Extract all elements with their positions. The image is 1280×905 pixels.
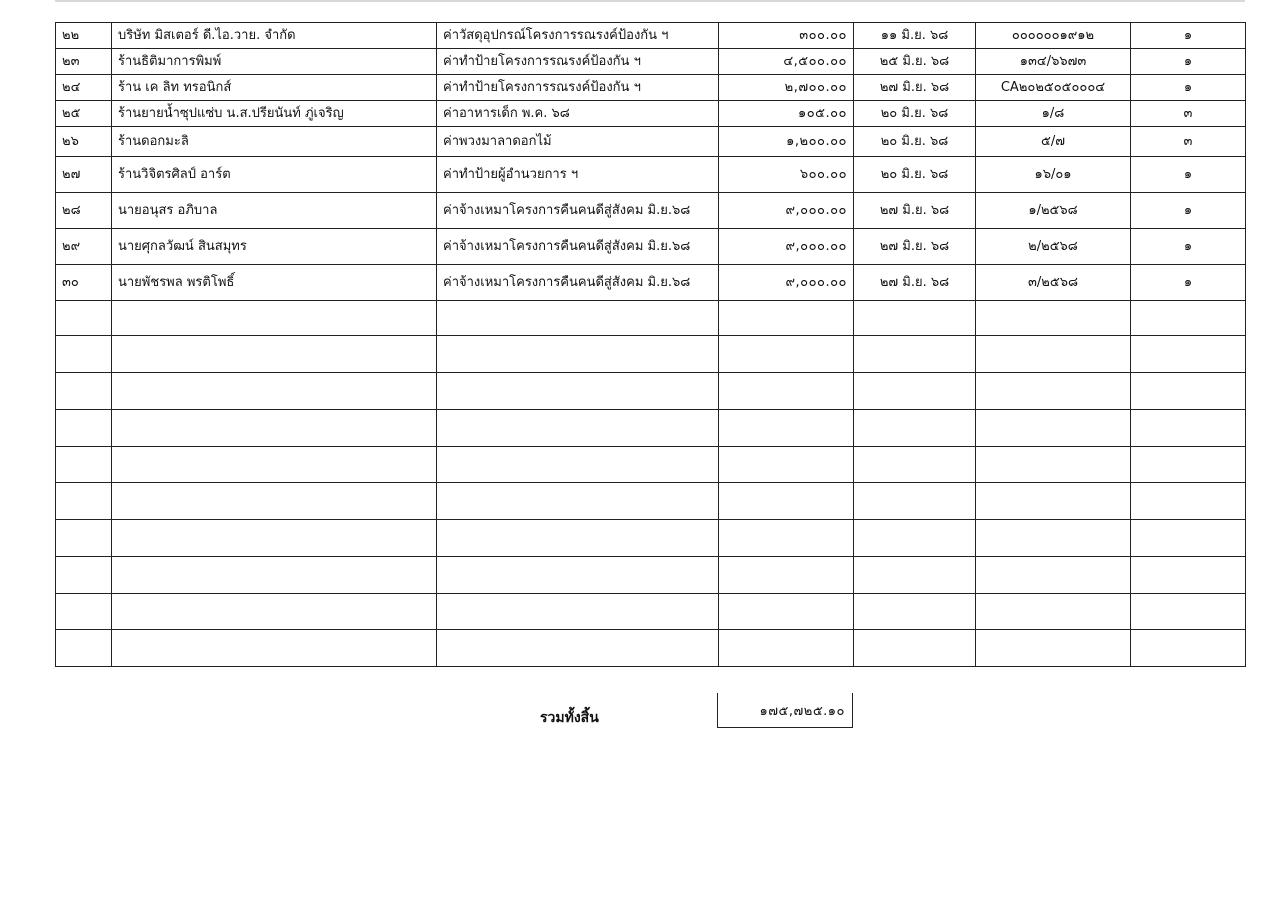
row-number-cell: ๓๐ xyxy=(56,265,112,301)
quantity-cell: ๓ xyxy=(1131,127,1246,157)
empty-expense-item-cell xyxy=(437,557,719,594)
empty-vendor-name-cell xyxy=(112,520,437,557)
table-row xyxy=(56,101,1246,127)
vendor-name-cell: ร้านยายน้ำซุปแซ่บ น.ส.ปรียนันท์ ภู่เจริญ xyxy=(112,101,437,127)
receipt-number-cell: ๕/๗ xyxy=(976,127,1131,157)
expense-item-cell: ค่าทำป้ายโครงการรณรงค์ป้องกัน ฯ xyxy=(437,75,719,101)
receipt-number-cell: ๑๖/๐๑ xyxy=(976,157,1131,193)
date-cell: ๒๗ มิ.ย. ๖๘ xyxy=(854,229,976,265)
quantity-cell: ๑ xyxy=(1131,265,1246,301)
vendor-name-cell: บริษัท มิสเตอร์ ดี.ไอ.วาย. จำกัด xyxy=(112,23,437,49)
empty-quantity-cell xyxy=(1131,594,1246,630)
expense-item-cell: ค่าจ้างเหมาโครงการคืนคนดีสู่สังคม มิ.ย.๖๘ xyxy=(437,265,719,301)
amount-cell: ๙,๐๐๐.๐๐ xyxy=(719,229,854,265)
empty-table-row xyxy=(56,301,1246,336)
empty-quantity-cell xyxy=(1131,447,1246,483)
empty-row-number-cell xyxy=(56,520,112,557)
empty-expense-item-cell xyxy=(437,483,719,520)
empty-vendor-name-cell xyxy=(112,373,437,410)
vendor-name-cell: นายพัชรพล พรติโพธิ์ xyxy=(112,265,437,301)
receipt-number-cell: ๑/๒๕๖๘ xyxy=(976,193,1131,229)
quantity-cell: ๑ xyxy=(1131,23,1246,49)
amount-cell: ๑๐๕.๐๐ xyxy=(719,101,854,127)
empty-receipt-number-cell xyxy=(976,301,1131,336)
expense-item-cell: ค่าจ้างเหมาโครงการคืนคนดีสู่สังคม มิ.ย.๖๘ xyxy=(437,229,719,265)
date-cell: ๒๐ มิ.ย. ๖๘ xyxy=(854,127,976,157)
row-number-cell: ๒๖ xyxy=(56,127,112,157)
receipt-number-cell: ๑/๘ xyxy=(976,101,1131,127)
empty-date-cell xyxy=(854,557,976,594)
empty-date-cell xyxy=(854,594,976,630)
table-row xyxy=(56,157,1246,193)
receipt-number-cell: CA๒๐๒๕๐๕๐๐๐๔ xyxy=(976,75,1131,101)
expense-table xyxy=(55,22,1246,667)
expense-item-cell: ค่าอาหารเด็ก พ.ค. ๖๘ xyxy=(437,101,719,127)
empty-vendor-name-cell xyxy=(112,301,437,336)
row-number-cell: ๒๔ xyxy=(56,75,112,101)
empty-row-number-cell xyxy=(56,557,112,594)
date-cell: ๒๕ มิ.ย. ๖๘ xyxy=(854,49,976,75)
empty-row-number-cell xyxy=(56,630,112,667)
expense-item-cell: ค่าทำป้ายผู้อำนวยการ ฯ xyxy=(437,157,719,193)
row-number-cell: ๒๒ xyxy=(56,23,112,49)
empty-amount-cell xyxy=(719,336,854,373)
empty-date-cell xyxy=(854,630,976,667)
empty-date-cell xyxy=(854,483,976,520)
empty-table-row xyxy=(56,520,1246,557)
empty-date-cell xyxy=(854,373,976,410)
empty-quantity-cell xyxy=(1131,483,1246,520)
empty-vendor-name-cell xyxy=(112,447,437,483)
empty-receipt-number-cell xyxy=(976,557,1131,594)
table-row xyxy=(56,23,1246,49)
vendor-name-cell: ร้านธิติมาการพิมพ์ xyxy=(112,49,437,75)
empty-vendor-name-cell xyxy=(112,483,437,520)
empty-receipt-number-cell xyxy=(976,630,1131,667)
table-row xyxy=(56,127,1246,157)
empty-expense-item-cell xyxy=(437,594,719,630)
empty-date-cell xyxy=(854,301,976,336)
empty-vendor-name-cell xyxy=(112,594,437,630)
empty-receipt-number-cell xyxy=(976,483,1131,520)
empty-row-number-cell xyxy=(56,301,112,336)
table-row xyxy=(56,265,1246,301)
expense-item-cell: ค่าทำป้ายโครงการรณรงค์ป้องกัน ฯ xyxy=(437,49,719,75)
expense-table-body xyxy=(56,23,1246,667)
empty-amount-cell xyxy=(719,483,854,520)
empty-quantity-cell xyxy=(1131,336,1246,373)
empty-receipt-number-cell xyxy=(976,594,1131,630)
empty-table-row xyxy=(56,336,1246,373)
row-number-cell: ๒๙ xyxy=(56,229,112,265)
amount-cell: ๓๐๐.๐๐ xyxy=(719,23,854,49)
row-number-cell: ๒๓ xyxy=(56,49,112,75)
date-cell: ๒๗ มิ.ย. ๖๘ xyxy=(854,75,976,101)
empty-row-number-cell xyxy=(56,594,112,630)
grand-total-label: รวมทั้งสิ้น xyxy=(540,710,599,726)
empty-amount-cell xyxy=(719,594,854,630)
empty-expense-item-cell xyxy=(437,520,719,557)
date-cell: ๒๐ มิ.ย. ๖๘ xyxy=(854,157,976,193)
empty-quantity-cell xyxy=(1131,373,1246,410)
quantity-cell: ๑ xyxy=(1131,193,1246,229)
empty-quantity-cell xyxy=(1131,557,1246,594)
empty-expense-item-cell xyxy=(437,410,719,447)
receipt-number-cell: ๒/๒๕๖๘ xyxy=(976,229,1131,265)
empty-amount-cell xyxy=(719,410,854,447)
table-row xyxy=(56,193,1246,229)
grand-total-amount: ๑๗๕,๗๒๕.๑๐ xyxy=(717,693,853,728)
quantity-cell: ๑ xyxy=(1131,229,1246,265)
date-cell: ๒๐ มิ.ย. ๖๘ xyxy=(854,101,976,127)
amount-cell: ๑,๒๐๐.๐๐ xyxy=(719,127,854,157)
empty-receipt-number-cell xyxy=(976,410,1131,447)
empty-row-number-cell xyxy=(56,410,112,447)
quantity-cell: ๑ xyxy=(1131,49,1246,75)
empty-amount-cell xyxy=(719,520,854,557)
empty-row-number-cell xyxy=(56,373,112,410)
date-cell: ๑๑ มิ.ย. ๖๘ xyxy=(854,23,976,49)
expense-item-cell: ค่าพวงมาลาดอกไม้ xyxy=(437,127,719,157)
vendor-name-cell: นายอนุสร อภิบาล xyxy=(112,193,437,229)
row-number-cell: ๒๘ xyxy=(56,193,112,229)
amount-cell: ๖๐๐.๐๐ xyxy=(719,157,854,193)
empty-vendor-name-cell xyxy=(112,410,437,447)
empty-vendor-name-cell xyxy=(112,557,437,594)
empty-table-row xyxy=(56,483,1246,520)
amount-cell: ๔,๕๐๐.๐๐ xyxy=(719,49,854,75)
vendor-name-cell: ร้าน เค ลิท ทรอนิกส์ xyxy=(112,75,437,101)
empty-vendor-name-cell xyxy=(112,630,437,667)
empty-table-row xyxy=(56,410,1246,447)
page-top-edge xyxy=(55,0,1245,2)
empty-vendor-name-cell xyxy=(112,336,437,373)
vendor-name-cell: ร้านดอกมะลิ xyxy=(112,127,437,157)
empty-row-number-cell xyxy=(56,447,112,483)
empty-expense-item-cell xyxy=(437,447,719,483)
empty-receipt-number-cell xyxy=(976,520,1131,557)
empty-amount-cell xyxy=(719,373,854,410)
empty-table-row xyxy=(56,630,1246,667)
row-number-cell: ๒๗ xyxy=(56,157,112,193)
empty-quantity-cell xyxy=(1131,301,1246,336)
empty-receipt-number-cell xyxy=(976,336,1131,373)
empty-amount-cell xyxy=(719,447,854,483)
receipt-number-cell: ๐๐๐๐๐๐๑๙๑๒ xyxy=(976,23,1131,49)
expense-item-cell: ค่าจ้างเหมาโครงการคืนคนดีสู่สังคม มิ.ย.๖๘ xyxy=(437,193,719,229)
receipt-number-cell: ๓/๒๕๖๘ xyxy=(976,265,1131,301)
empty-amount-cell xyxy=(719,630,854,667)
empty-table-row xyxy=(56,373,1246,410)
expense-item-cell: ค่าวัสดุอุปกรณ์โครงการรณรงค์ป้องกัน ฯ xyxy=(437,23,719,49)
row-number-cell: ๒๕ xyxy=(56,101,112,127)
empty-date-cell xyxy=(854,336,976,373)
receipt-number-cell: ๑๓๔/๖๖๗๓ xyxy=(976,49,1131,75)
table-row xyxy=(56,49,1246,75)
empty-amount-cell xyxy=(719,301,854,336)
date-cell: ๒๗ มิ.ย. ๖๘ xyxy=(854,193,976,229)
empty-date-cell xyxy=(854,520,976,557)
empty-date-cell xyxy=(854,447,976,483)
empty-date-cell xyxy=(854,410,976,447)
quantity-cell: ๑ xyxy=(1131,157,1246,193)
quantity-cell: ๑ xyxy=(1131,75,1246,101)
empty-expense-item-cell xyxy=(437,630,719,667)
empty-amount-cell xyxy=(719,557,854,594)
empty-expense-item-cell xyxy=(437,373,719,410)
vendor-name-cell: นายศุกลวัฒน์ สินสมุทร xyxy=(112,229,437,265)
empty-expense-item-cell xyxy=(437,301,719,336)
empty-quantity-cell xyxy=(1131,520,1246,557)
quantity-cell: ๓ xyxy=(1131,101,1246,127)
amount-cell: ๙,๐๐๐.๐๐ xyxy=(719,193,854,229)
empty-table-row xyxy=(56,557,1246,594)
amount-cell: ๒,๗๐๐.๐๐ xyxy=(719,75,854,101)
vendor-name-cell: ร้านวิจิตรศิลป์ อาร์ต xyxy=(112,157,437,193)
empty-receipt-number-cell xyxy=(976,373,1131,410)
table-row xyxy=(56,229,1246,265)
empty-row-number-cell xyxy=(56,483,112,520)
empty-table-row xyxy=(56,594,1246,630)
empty-quantity-cell xyxy=(1131,630,1246,667)
empty-table-row xyxy=(56,447,1246,483)
table-row xyxy=(56,75,1246,101)
empty-row-number-cell xyxy=(56,336,112,373)
date-cell: ๒๗ มิ.ย. ๖๘ xyxy=(854,265,976,301)
empty-receipt-number-cell xyxy=(976,447,1131,483)
empty-quantity-cell xyxy=(1131,410,1246,447)
amount-cell: ๙,๐๐๐.๐๐ xyxy=(719,265,854,301)
empty-expense-item-cell xyxy=(437,336,719,373)
